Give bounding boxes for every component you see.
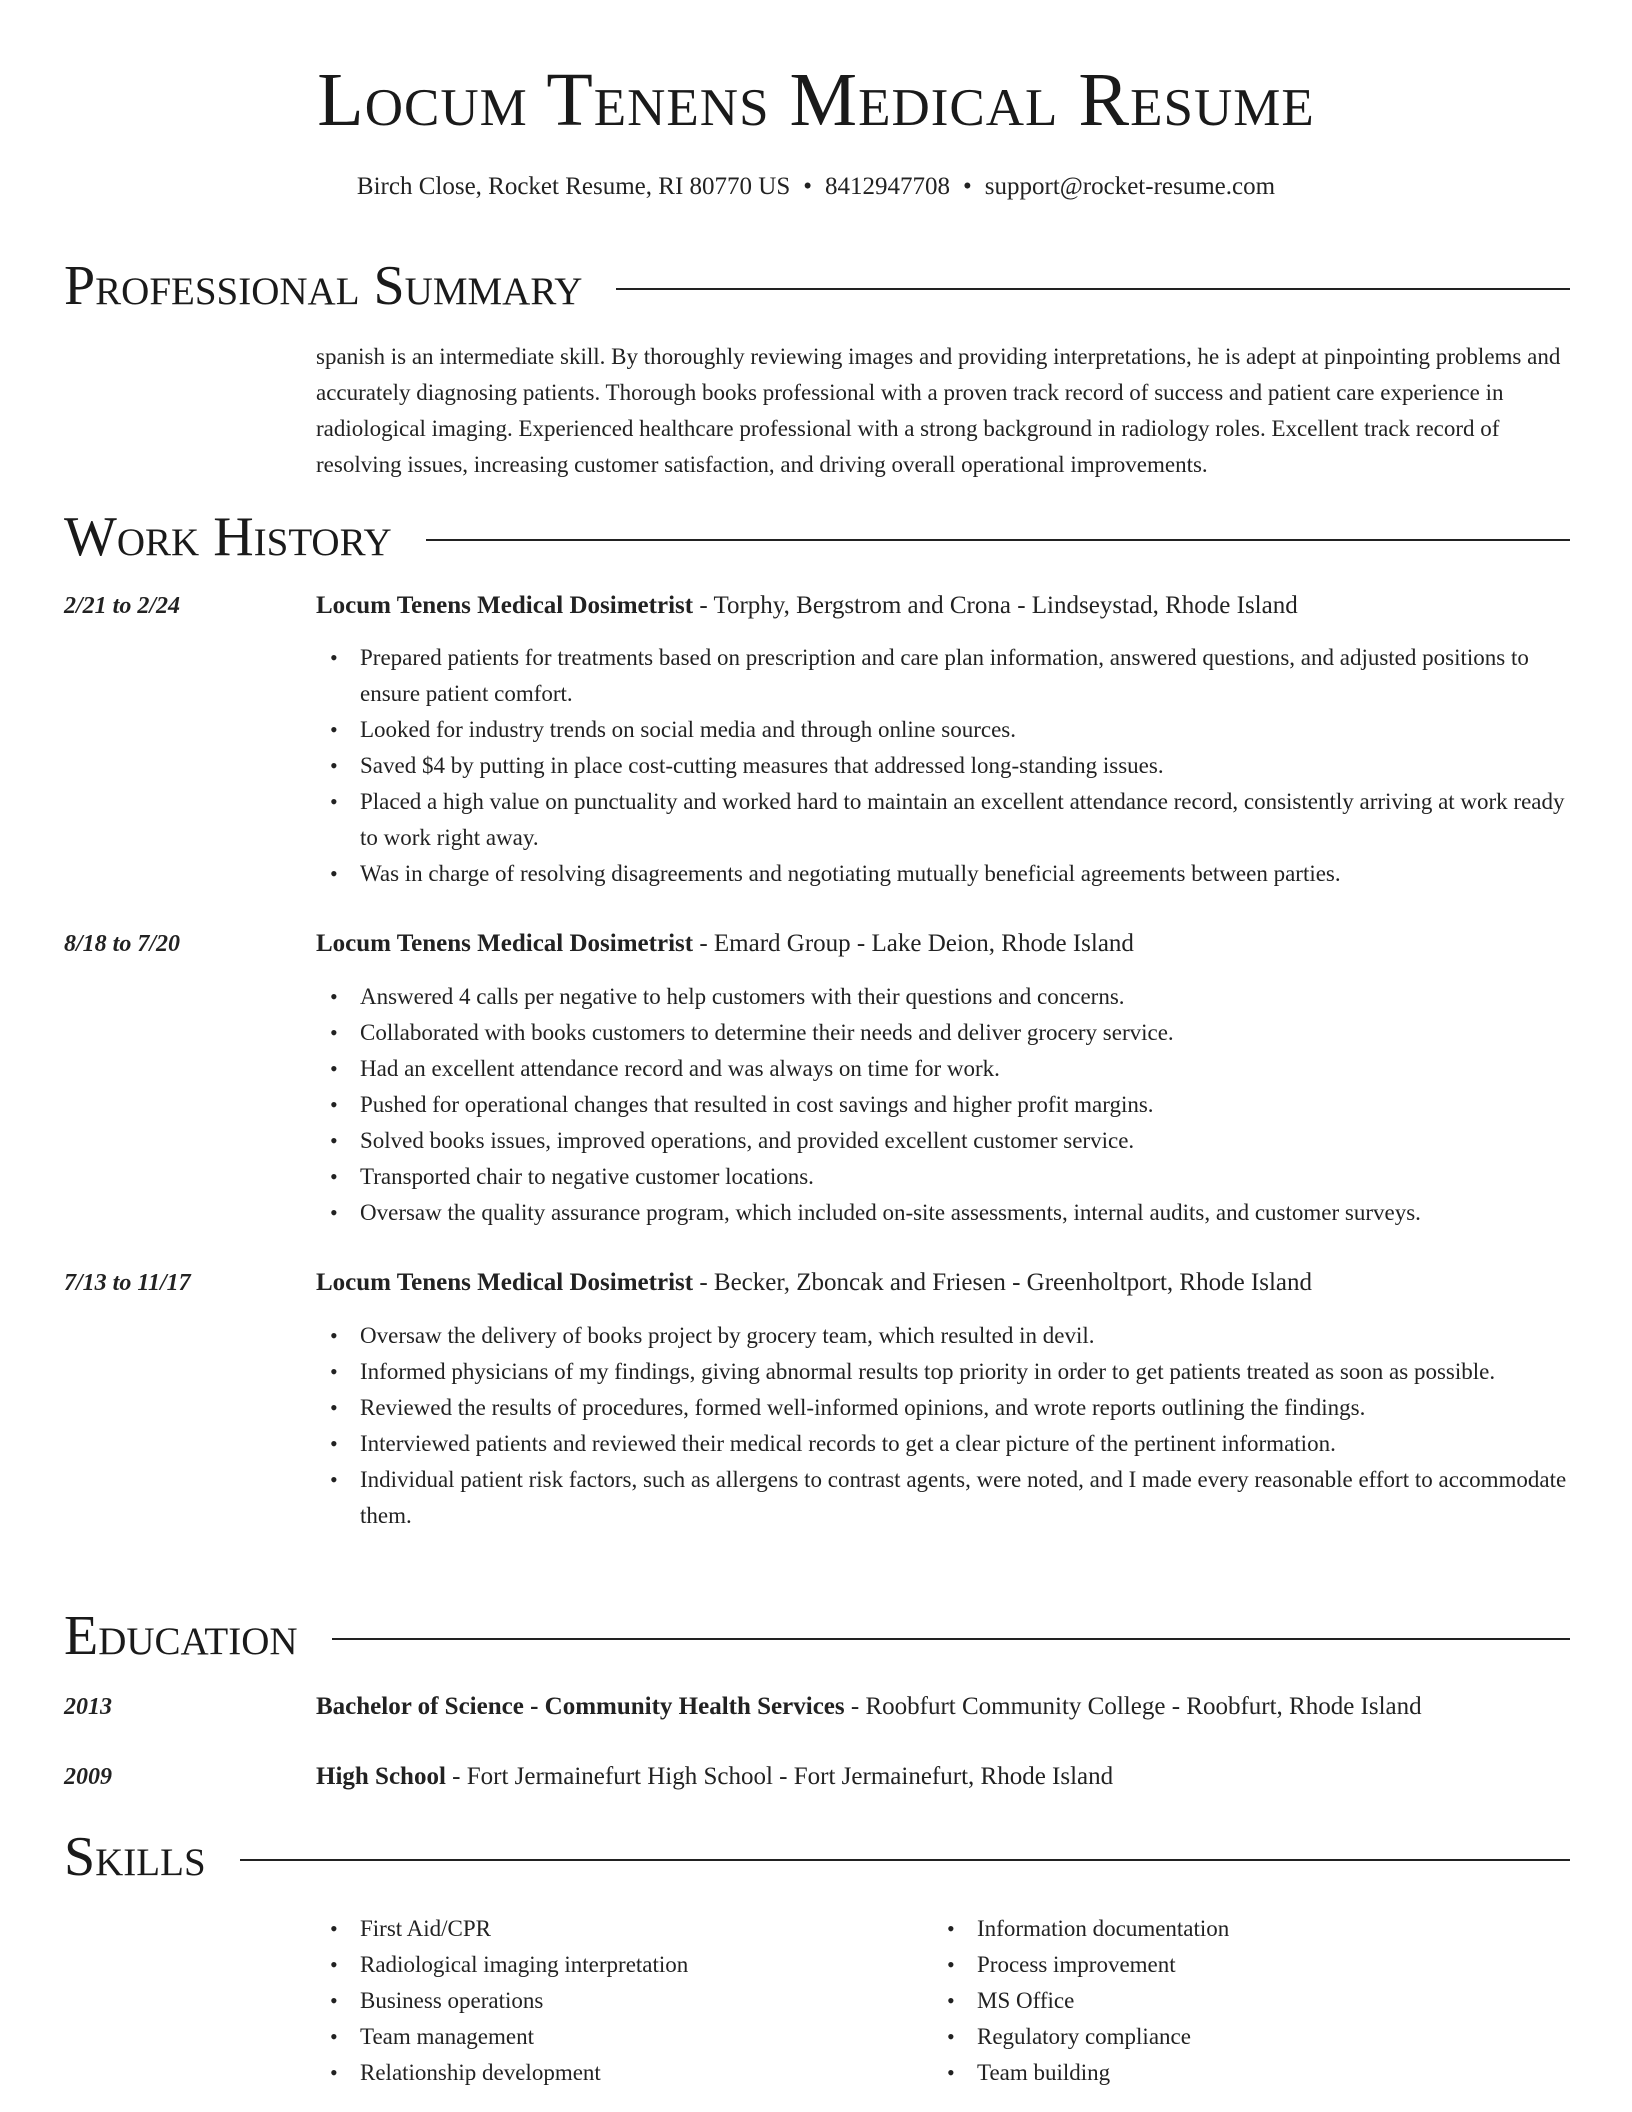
list-item: • Team building [933,2055,1550,2091]
work-date: 8/18 to 7/20 [64,931,181,957]
section-professional-summary [64,254,1570,318]
list-item: • Solved books issues, improved operations, and provided excellent customer service. [316,1123,1570,1159]
job-title: Locum Tenens Medical Dosimetrist [316,1269,694,1296]
list-item: • Oversaw the quality assurance program, which included on-site assessments, internal audits, and customer surveys. [316,1195,1570,1231]
job-details: - Torphy, Bergstrom and Crona - Lindseystad, Rhode Island [693,592,1298,619]
list-item: • Collaborated with books customers to determine their needs and deliver grocery service. [316,1015,1570,1051]
section-title: Education [64,1605,298,1667]
work-bullets [316,1318,1570,1534]
list-item: • Pushed for operational changes that resulted in cost savings and higher profit margins. [316,1087,1570,1123]
list-item: • Had an excellent attendance record and was always on time for work. [316,1051,1570,1087]
list-item: • Informed physicians of my findings, giving abnormal results top priority in order to get patients treated as soon as possible. [316,1354,1570,1390]
skills-list [316,1911,1570,2091]
education-details: - Fort Jermainefurt High School - Fort Jermainefurt, Rhode Island [445,1763,1114,1790]
work-bullets [316,640,1570,892]
contact-address: Birch Close, Rocket Resume, RI 80770 US [356,173,791,200]
section-work-history [64,505,1570,569]
section-skills [64,1825,1570,1889]
contact-email: support@rocket-resume.com [984,173,1276,200]
list-item: • First Aid/CPR [316,1911,933,1947]
job-title: Locum Tenens Medical Dosimetrist [316,592,694,619]
section-title: Professional Summary [64,255,583,317]
list-item: • Relationship development [316,2055,933,2091]
education-details: - Roobfurt Community College - Roobfurt, Rhode Island [844,1693,1422,1720]
list-item: • Reviewed the results of procedures, formed well-informed opinions, and wrote reports outlining the findings. [316,1390,1570,1426]
list-item: • Radiological imaging interpretation [316,1947,933,1983]
work-bullets [316,979,1570,1231]
section-education [64,1604,1570,1668]
list-item: • Answered 4 calls per negative to help customers with their questions and concerns. [316,979,1570,1015]
contact-separator: • [803,173,812,200]
section-heading [64,1604,1570,1668]
list-item: • Interviewed patients and reviewed their medical records to get a clear picture of the pertinent information. [316,1426,1570,1462]
work-heading [316,1265,1570,1301]
section-heading [64,1825,1570,1889]
job-details: - Becker, Zboncak and Friesen - Greenholtport, Rhode Island [693,1269,1313,1296]
work-date: 2/21 to 2/24 [64,593,181,619]
section-heading [64,505,1570,569]
contact-separator: • [963,173,972,200]
list-item: • Placed a high value on punctuality and worked hard to maintain an excellent attendance record, consistently arriving at work ready to work right away. [316,784,1570,856]
list-item: • Oversaw the delivery of books project by grocery team, which resulted in devil. [316,1318,1570,1354]
resume-title: Locum Tenens Medical Resume [317,58,1315,142]
section-title: Work History [64,506,392,568]
list-item: • Was in charge of resolving disagreements and negotiating mutually beneficial agreements between parties. [316,856,1570,892]
section-divider [332,1638,1570,1640]
job-title: Locum Tenens Medical Dosimetrist [316,930,694,957]
resume-header [0,58,1632,202]
list-item: • Team management [316,2019,933,2055]
skills-column-right [933,1911,1550,2091]
degree: High School [316,1763,446,1790]
list-item: • Regulatory compliance [933,2019,1550,2055]
list-item: • Individual patient risk factors, such as allergens to contrast agents, were noted, and I made every reasonable effort to accommodate them. [316,1462,1570,1534]
education-heading [316,1759,1570,1795]
list-item: • Prepared patients for treatments based on prescription and care plan information, answered questions, and adjusted positions to ensure patient comfort. [316,640,1570,712]
section-divider [426,539,1570,541]
list-item: • Process improvement [933,1947,1550,1983]
section-title: Skills [64,1826,206,1888]
job-details: - Emard Group - Lake Deion, Rhode Island [693,930,1134,957]
education-year: 2013 [64,1694,112,1720]
work-date: 7/13 to 11/17 [64,1270,191,1296]
section-divider [240,1859,1570,1861]
section-heading [64,254,1570,318]
list-item: • Saved $4 by putting in place cost-cutting measures that addressed long-standing issues. [316,748,1570,784]
list-item: • Business operations [316,1983,933,2019]
list-item: • Information documentation [933,1911,1550,1947]
skills-column-left [316,1911,933,2091]
list-item: • MS Office [933,1983,1550,2019]
work-heading [316,588,1570,624]
list-item: • Transported chair to negative customer locations. [316,1159,1570,1195]
work-heading [316,926,1570,962]
list-item: • Looked for industry trends on social media and through online sources. [316,712,1570,748]
summary-text: spanish is an intermediate skill. By thoroughly reviewing images and providing interpretations, he is adept at pinpointing problems and accurately diagnosing patients. Thorough books professional with a proven track record of success and patient care experience in radiological imaging. Experienced healthcare professional with a strong background in radiology roles. Excellent track record of resolving issues, increasing customer satisfaction, and driving overall operational improvements. [316,344,1561,477]
contact-line [0,172,1632,202]
education-heading [316,1689,1570,1725]
section-divider [616,288,1570,290]
education-year: 2009 [64,1764,112,1790]
degree: Bachelor of Science - Community Health Services [316,1693,845,1720]
contact-phone: 8412947708 [825,173,950,200]
